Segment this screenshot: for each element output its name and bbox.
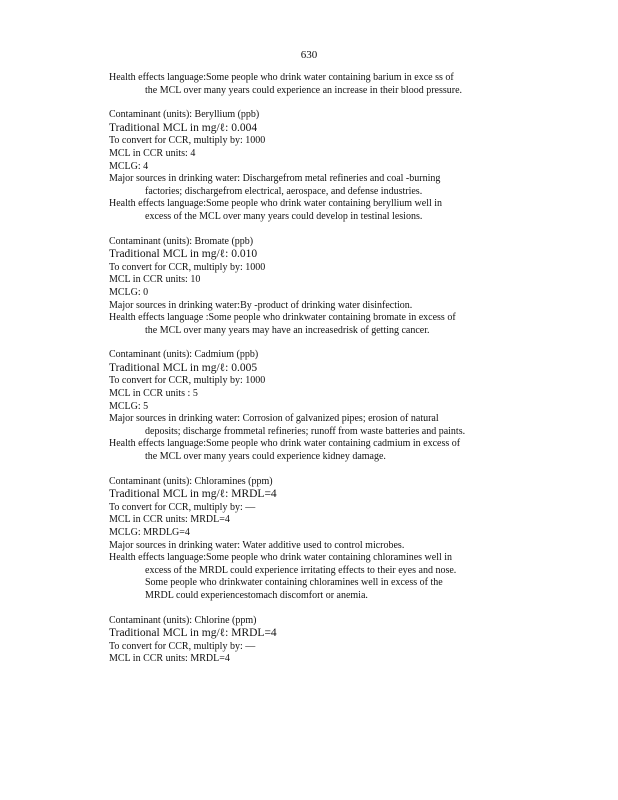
convert-factor: To convert for CCR, multiply by: 1000 bbox=[109, 261, 266, 273]
major-sources-line: Major sources in drinking water:By -product of drinking water disinfection. bbox=[109, 299, 413, 311]
health-effects-line: excess of the MCL over many years could develop in testinal lesions. bbox=[145, 210, 423, 222]
health-effects-line: the MCL over many years could experience an increase in their blood pressure. bbox=[145, 84, 463, 96]
page-number: 630 bbox=[300, 49, 318, 61]
mcl-ccr-units: MCL in CCR units: MRDL=4 bbox=[109, 514, 230, 526]
mclg: MCLG: MRDLG=4 bbox=[109, 527, 190, 538]
mcl-ccr-units: MCL in CCR units: 10 bbox=[109, 274, 201, 286]
major-sources-paragraph bbox=[109, 300, 539, 313]
mcl-ccr-units: MCL in CCR units: 4 bbox=[109, 147, 196, 159]
health-effects-paragraph bbox=[109, 198, 539, 223]
health-effects-paragraph bbox=[109, 312, 539, 337]
health-effects-line: the MCL over many years may have an increasedrisk of getting cancer. bbox=[145, 324, 430, 336]
major-sources-line: Major sources in drinking water: Corrosion of galvanized pipes; erosion of natural bbox=[109, 413, 439, 425]
mclg: MCLG: 0 bbox=[109, 286, 149, 298]
contaminant-heading: Contaminant (units): Cadmium (ppb) bbox=[109, 349, 259, 361]
health-effects-paragraph bbox=[109, 552, 539, 602]
traditional-mcl: Traditional MCL in mg/ℓ: 0.010 bbox=[109, 248, 258, 261]
convert-factor: To convert for CCR, multiply by: 1000 bbox=[109, 375, 266, 387]
major-sources-line: deposits; discharge frommetal refineries; runoff from waste batteries and paints. bbox=[145, 425, 466, 437]
major-sources-paragraph bbox=[109, 413, 539, 438]
mcl-ccr-units: MCL in CCR units: MRDL=4 bbox=[109, 653, 230, 665]
major-sources-line: Major sources in drinking water: Dischargefrom metal refineries and coal -burning bbox=[109, 173, 441, 185]
contaminant-heading: Contaminant (units): Bromate (ppb) bbox=[109, 235, 254, 247]
mclg: MCLG: 5 bbox=[109, 400, 149, 412]
traditional-mcl: Traditional MCL in mg/ℓ: MRDL=4 bbox=[109, 488, 277, 501]
convert-factor: To convert for CCR, multiply by: — bbox=[109, 501, 256, 513]
convert-factor: To convert for CCR, multiply by: 1000 bbox=[109, 135, 266, 147]
health-effects-line: the MCL over many years could experience kidney damage. bbox=[145, 451, 386, 463]
contaminant-entry-bromate bbox=[109, 236, 539, 338]
health-effects-line: excess of the MRDL could experience irritating effects to their eyes and nose. bbox=[145, 564, 457, 576]
health-effects-line: Health effects language:Some people who drink water containing barium in exce ss of bbox=[109, 72, 454, 83]
major-sources-paragraph bbox=[109, 540, 539, 553]
contaminant-entry-beryllium bbox=[109, 109, 539, 223]
traditional-mcl: Traditional MCL in mg/ℓ: MRDL=4 bbox=[109, 627, 277, 640]
health-effects-line: Health effects language:Some people who drink water containing cadmium in excess of bbox=[109, 438, 461, 450]
major-sources-line: Major sources in drinking water: Water additive used to control microbes. bbox=[109, 539, 405, 551]
health-effects-line: MRDL could experiencestomach discomfort or anemia. bbox=[145, 589, 368, 601]
contaminant-heading: Contaminant (units): Chlorine (ppm) bbox=[109, 614, 257, 626]
barium-health-effects-block bbox=[109, 72, 539, 97]
health-effects-paragraph bbox=[109, 438, 539, 463]
traditional-mcl: Traditional MCL in mg/ℓ: 0.004 bbox=[109, 121, 258, 134]
health-effects-line: Health effects language:Some people who drink water containing beryllium well in bbox=[109, 198, 443, 210]
contaminant-heading: Contaminant (units): Beryllium (ppb) bbox=[109, 109, 260, 121]
health-effects-line: Health effects language:Some people who drink water containing chloramines well in bbox=[109, 552, 453, 564]
major-sources-line: factories; dischargefrom electrical, aerospace, and defense industries. bbox=[145, 185, 423, 197]
contaminant-entry-cadmium bbox=[109, 349, 539, 463]
health-effects-paragraph bbox=[109, 72, 539, 97]
major-sources-paragraph bbox=[109, 173, 539, 198]
contaminant-entry-chloramines bbox=[109, 476, 539, 603]
mcl-ccr-units: MCL in CCR units : 5 bbox=[109, 388, 198, 400]
page-content bbox=[109, 72, 539, 666]
contaminant-heading: Contaminant (units): Chloramines (ppm) bbox=[109, 475, 273, 487]
traditional-mcl: Traditional MCL in mg/ℓ: 0.005 bbox=[109, 361, 258, 374]
mclg: MCLG: 4 bbox=[109, 160, 149, 172]
convert-factor: To convert for CCR, multiply by: — bbox=[109, 640, 256, 652]
health-effects-line: Health effects language :Some people who drinkwater containing bromate in excess of bbox=[109, 312, 456, 324]
contaminant-entry-chlorine bbox=[109, 615, 539, 666]
health-effects-line: Some people who drinkwater containing chloramines well in excess of the bbox=[145, 577, 443, 589]
